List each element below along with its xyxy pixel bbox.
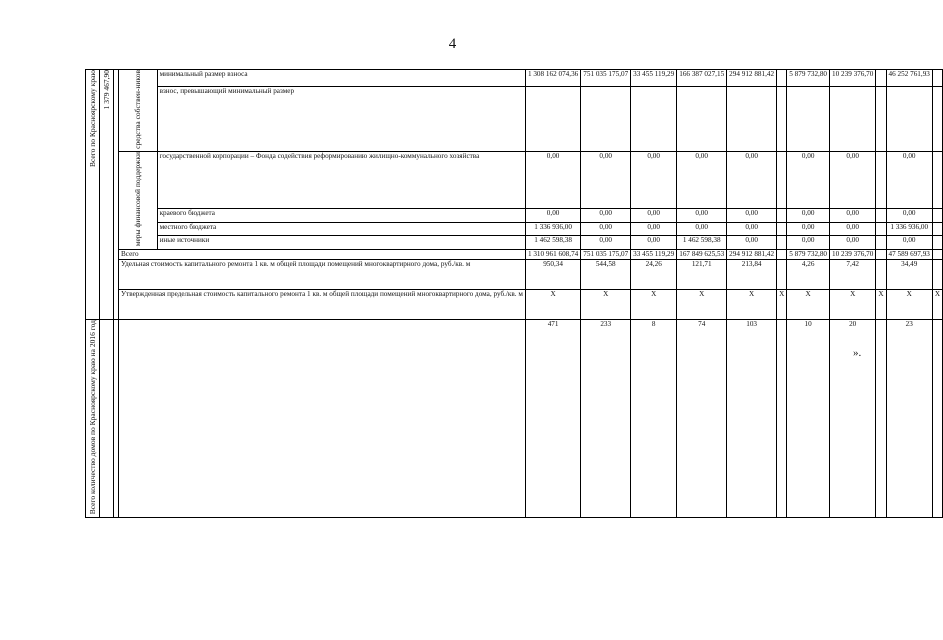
- value-cell: [876, 259, 886, 289]
- value-cell: 33 455 119,29: [631, 70, 677, 87]
- value-cell: [727, 87, 777, 152]
- value-cell: [777, 87, 787, 152]
- value-cell: Х: [581, 289, 631, 319]
- value-cell: Х: [727, 289, 777, 319]
- value-cell: 544,58: [581, 259, 631, 289]
- area-total-cell: [100, 70, 114, 320]
- value-cell: 213,84: [727, 259, 777, 289]
- page-number: 4: [448, 36, 457, 52]
- value-cell: 0,00: [787, 222, 830, 236]
- value-cell: 103: [727, 319, 777, 517]
- row-label: минимальный размер взноса: [157, 70, 525, 87]
- value-cell: 1 308 162 074,36: [525, 70, 580, 87]
- value-cell: 751 035 175,07: [581, 70, 631, 87]
- value-cell: 1 310 961 608,74: [525, 249, 580, 259]
- value-cell: 950,34: [525, 259, 580, 289]
- support-group-label: меры финансовой поддержки: [133, 152, 143, 247]
- value-cell: [876, 236, 886, 250]
- value-cell: [876, 70, 886, 87]
- value-cell: 0,00: [631, 236, 677, 250]
- value-cell: [932, 209, 942, 223]
- value-cell: [932, 152, 942, 209]
- value-cell: [932, 259, 942, 289]
- value-cell: 46 252 761,93: [886, 70, 932, 87]
- value-cell: 0,00: [830, 222, 876, 236]
- value-cell: 0,00: [727, 222, 777, 236]
- row-label: взнос, превышающий минимальный размер: [157, 87, 525, 152]
- value-cell: 0,00: [581, 209, 631, 223]
- value-cell: 0,00: [677, 222, 727, 236]
- value-cell: 0,00: [581, 152, 631, 209]
- support-group-cell: [119, 152, 158, 250]
- value-cell: [777, 236, 787, 250]
- value-cell: 1 336 936,00: [886, 222, 932, 236]
- row-houses: [86, 319, 943, 517]
- value-cell: 33 455 119,29: [631, 249, 677, 259]
- row-unit-cost: [86, 259, 943, 289]
- value-cell: [932, 222, 942, 236]
- value-cell: 0,00: [787, 209, 830, 223]
- value-cell: 0,00: [727, 209, 777, 223]
- area-total-value: 1 379 467,90: [102, 70, 111, 110]
- value-cell: [631, 87, 677, 152]
- value-cell: 1 462 598,38: [525, 236, 580, 250]
- value-cell: 0,00: [886, 152, 932, 209]
- row-state-corp: [86, 152, 943, 209]
- value-cell: 167 849 625,53: [677, 249, 727, 259]
- value-cell: [677, 87, 727, 152]
- value-cell: 0,00: [677, 152, 727, 209]
- region-total-cell: [86, 70, 100, 320]
- value-cell: [777, 209, 787, 223]
- value-cell: [932, 70, 942, 87]
- value-cell: 7,42: [830, 259, 876, 289]
- value-cell: [876, 152, 886, 209]
- value-cell: 10: [787, 319, 830, 517]
- value-cell: 0,00: [830, 152, 876, 209]
- value-cell: [886, 87, 932, 152]
- value-cell: 0,00: [631, 209, 677, 223]
- value-cell: [777, 319, 787, 517]
- value-cell: 294 912 881,42: [727, 70, 777, 87]
- value-cell: Х: [830, 289, 876, 319]
- value-cell: Х: [777, 289, 787, 319]
- blank-cell: [119, 319, 526, 517]
- row-label: Всего: [119, 249, 526, 259]
- value-cell: 20: [830, 319, 876, 517]
- row-regional-budget: [86, 209, 943, 223]
- value-cell: 4,26: [787, 259, 830, 289]
- value-cell: [876, 209, 886, 223]
- value-cell: 23: [886, 319, 932, 517]
- value-cell: 0,00: [727, 236, 777, 250]
- value-cell: Х: [525, 289, 580, 319]
- value-cell: [777, 70, 787, 87]
- owners-group-cell: [119, 70, 158, 152]
- value-cell: 74: [677, 319, 727, 517]
- blank-cell: [100, 319, 114, 517]
- value-cell: 0,00: [830, 209, 876, 223]
- closing-quote-mark: ».: [853, 347, 862, 359]
- value-cell: 0,00: [631, 152, 677, 209]
- value-cell: 1 462 598,38: [677, 236, 727, 250]
- row-label: Утвержденная предельная стоимость капитального ремонта 1 кв. м общей площади помещений многоквартирного дома, руб./кв. м: [119, 289, 526, 319]
- value-cell: 0,00: [581, 222, 631, 236]
- houses-total-label: Всего количество домов по Красноярскому краю на 2016 год: [88, 319, 97, 515]
- value-cell: 5 879 732,80: [787, 70, 830, 87]
- row-label: государственной корпорации – Фонда содействия реформированию жилищно-коммунального хозяйства: [157, 152, 525, 209]
- value-cell: 0,00: [886, 236, 932, 250]
- value-cell: Х: [677, 289, 727, 319]
- value-cell: [777, 152, 787, 209]
- value-cell: 0,00: [886, 209, 932, 223]
- value-cell: 294 912 881,42: [727, 249, 777, 259]
- value-cell: 1 336 936,00: [525, 222, 580, 236]
- value-cell: Х: [886, 289, 932, 319]
- value-cell: 0,00: [525, 152, 580, 209]
- value-cell: 10 239 376,70: [830, 249, 876, 259]
- value-cell: Х: [787, 289, 830, 319]
- row-min-contribution: [86, 70, 943, 87]
- value-cell: [876, 222, 886, 236]
- value-cell: 0,00: [787, 152, 830, 209]
- value-cell: 0,00: [830, 236, 876, 250]
- value-cell: 166 387 027,15: [677, 70, 727, 87]
- value-cell: 0,00: [581, 236, 631, 250]
- value-cell: 121,71: [677, 259, 727, 289]
- value-cell: 0,00: [727, 152, 777, 209]
- value-cell: [581, 87, 631, 152]
- value-cell: 471: [525, 319, 580, 517]
- row-limit-cost: [86, 289, 943, 319]
- value-cell: [777, 259, 787, 289]
- value-cell: 0,00: [787, 236, 830, 250]
- value-cell: 10 239 376,70: [830, 70, 876, 87]
- value-cell: 0,00: [631, 222, 677, 236]
- value-cell: Х: [631, 289, 677, 319]
- houses-total-cell: [86, 319, 100, 517]
- value-cell: 751 035 175,07: [581, 249, 631, 259]
- row-label: местного бюджета: [157, 222, 525, 236]
- capital-repair-table: [85, 69, 943, 518]
- value-cell: 233: [581, 319, 631, 517]
- value-cell: [830, 87, 876, 152]
- value-cell: [525, 87, 580, 152]
- row-label: иные источники: [157, 236, 525, 250]
- value-cell: Х: [876, 289, 886, 319]
- value-cell: [932, 236, 942, 250]
- value-cell: [932, 319, 942, 517]
- value-cell: [787, 87, 830, 152]
- row-other-sources: [86, 236, 943, 250]
- value-cell: [932, 249, 942, 259]
- value-cell: 5 879 732,80: [787, 249, 830, 259]
- value-cell: [777, 222, 787, 236]
- row-label: краевого бюджета: [157, 209, 525, 223]
- value-cell: 24,26: [631, 259, 677, 289]
- value-cell: 34,49: [886, 259, 932, 289]
- row-local-budget: [86, 222, 943, 236]
- value-cell: 0,00: [677, 209, 727, 223]
- value-cell: 8: [631, 319, 677, 517]
- value-cell: 0,00: [525, 209, 580, 223]
- value-cell: [932, 87, 942, 152]
- value-cell: [876, 249, 886, 259]
- value-cell: Х: [932, 289, 942, 319]
- row-over-min: [86, 87, 943, 152]
- row-label: Удельная стоимость капитального ремонта 1 кв. м общей площади помещений многоквартирного дома, руб./кв. м: [119, 259, 526, 289]
- row-total: [86, 249, 943, 259]
- value-cell: [777, 249, 787, 259]
- owners-group-label: средства собствен-ников: [133, 70, 143, 149]
- value-cell: [876, 319, 886, 517]
- value-cell: 47 589 697,93: [886, 249, 932, 259]
- value-cell: [876, 87, 886, 152]
- region-total-label: Всего по Красноярскому краю: [88, 70, 97, 168]
